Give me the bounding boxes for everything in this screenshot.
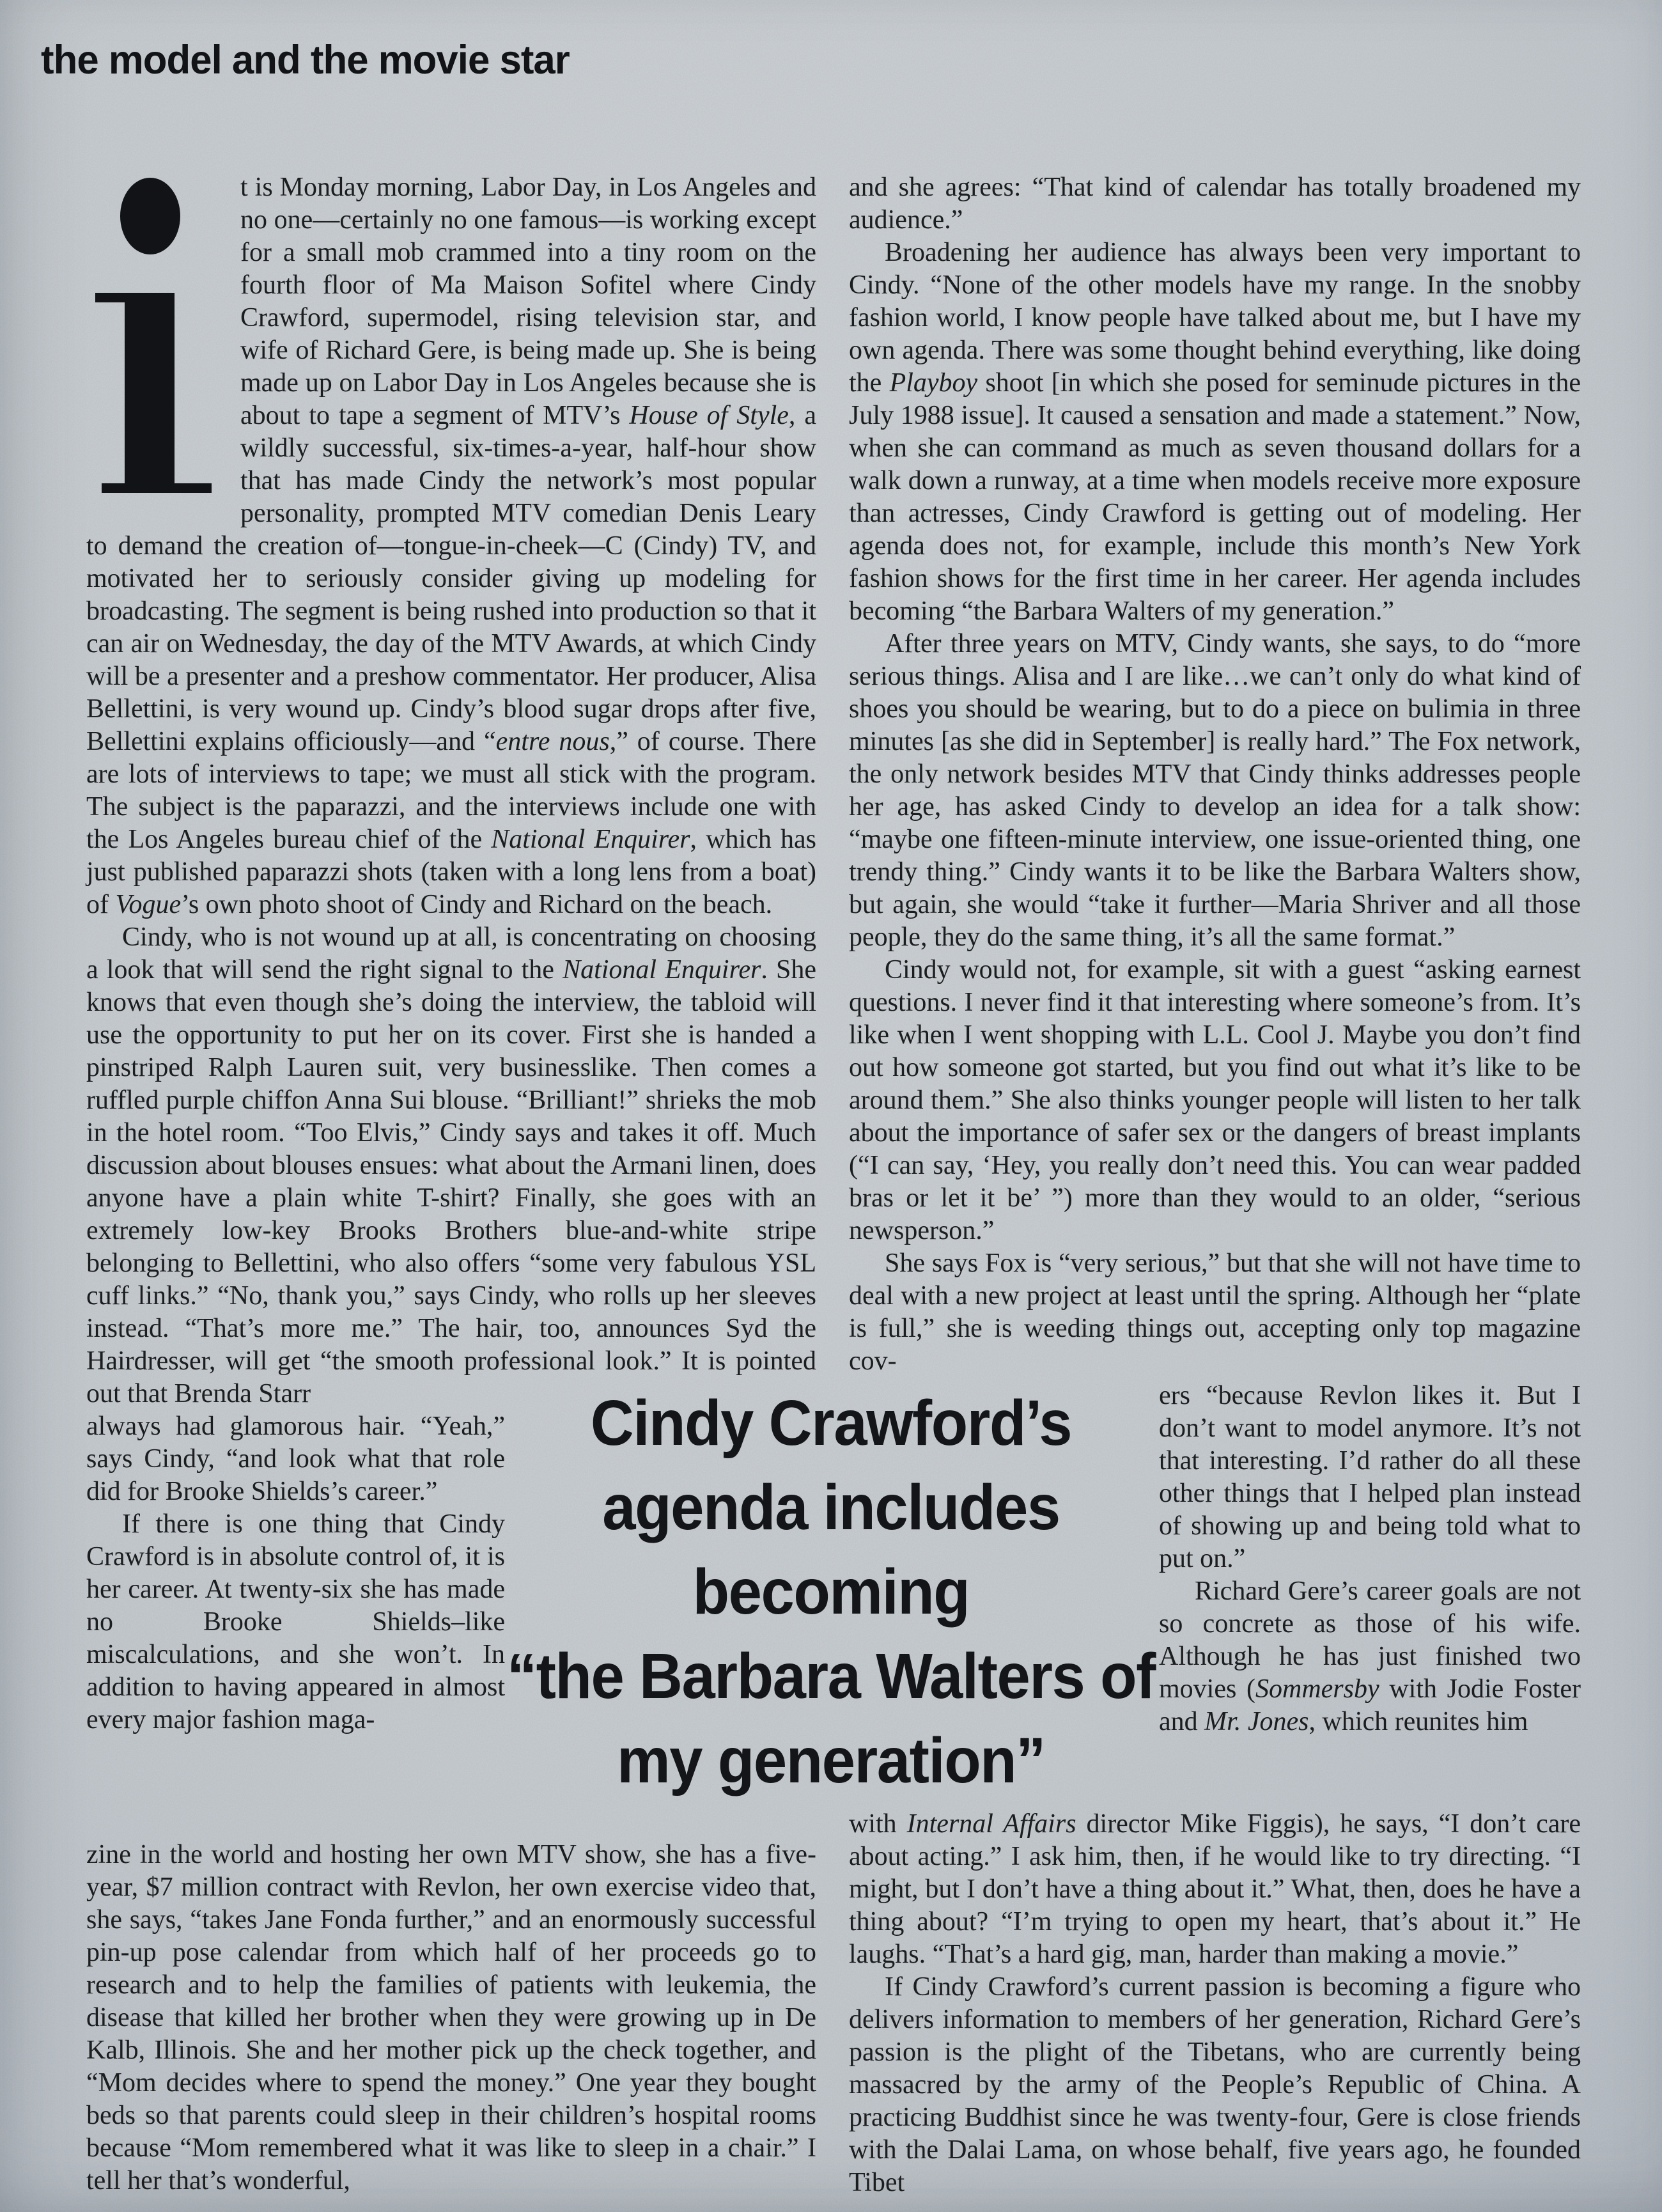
paragraph: Cindy, who is not wound up at all, is concentrating on choosing a look that will send the right signal to the National Enquirer. She knows that even though she’s doing the interview, the tabloid will use the opportunity to put her on its cover. First she is handed a pinstriped Ralph Lauren suit, very businesslike. Then comes a ruffled purple chiffon Anna Sui blouse. “Brilliant!” shrieks the mob in the hotel room. “Too Elvis,” Cindy says and takes it off. Much discussion about blouses ensues: what about the Armani linen, does anyone have a plain white T-shirt? Finally, she goes with an extremely low-key Brooks Brothers blue-and-white stripe belonging to Bellettini, who also offers “some very fabulous YSL cuff links.” “No, thank you,” says Cindy, who rolls up her sleeves instead. “That’s more me.” The hair, too, announces Syd the Hairdresser, will get “the smooth professional look.” It is pointed out that Brenda Starr xyxy=(86,923,817,1408)
drop-cap-i xyxy=(86,174,224,501)
paragraph: Richard Gere’s career goals are not so concrete as those of his wife. Although he has just finished two movies (Sommersby with Jodie Foster and Mr. Jones, which reunites him xyxy=(1159,1577,1581,1736)
paragraph: and she agrees: “That kind of calendar has totally broadened my audience.” xyxy=(849,173,1581,235)
left-bottom-block xyxy=(86,1839,816,2197)
paragraph: zine in the world and hosting her own MTV show, she has a five-year, $7 million contract with Revlon, her own exercise video that, she says, “takes Jane Fonda further,” and an enormously successful pin-up pose calendar from which half of her proceeds go to research and to help the families of patients with leukemia, the disease that killed her brother when they were growing up in De Kalb, Illinois. She and her mother pick up the check together, and “Mom decides where to spend the money.” One year they bought beds so that parents could sleep in their children’s hospital rooms because “Mom remembered what it was like to sleep in a chair.” I tell her that’s wonderful, xyxy=(86,1840,816,2195)
right-column xyxy=(849,171,1581,2199)
paragraph: Cindy would not, for example, sit with a guest “asking earnest questions. I never find it that interesting where someone’s from. It’s like when I went shopping with L.L. Cool J. Maybe you don’t find out how someone got started, but you find out what it’s like to be around them.” She also thinks younger people will listen to her talk about the importance of safer sex or the dangers of breast implants (“I can say, ‘Hey, you really don’t need this. You can wear padded bras or let it be’ ”) more than they would to an older, “serious newsperson.” xyxy=(849,955,1581,1245)
paragraph: She says Fox is “very serious,” but that she will not have time to deal with a new project at least until the spring. Although her “plate is full,” she is weeding things out, accepting only top magazine cov- xyxy=(849,1249,1581,1376)
right-top-block xyxy=(849,171,1581,1380)
right-bottom-block xyxy=(849,1808,1581,2199)
paragraph: t is Monday morning, Labor Day, in Los Angeles and no one—certainly no one famous—is working except for a small mob crammed into a tiny room on the fourth floor of Ma Maison Sofitel where Cindy Crawford, supermodel, rising television star, and wife of Richard Gere, is being made up. She is being made up on Labor Day in Los Angeles because she is about to tape a segment of MTV’s House of Style, a wildly successful, six-times-a-year, half-hour show that has made Cindy the network’s most popular personality, prompted MTV comedian Denis Leary to demand the creation of—tongue-in-cheek—C (Cindy) TV, and motivated her to seriously consider giving up modeling for broadcasting. The segment is being rushed into production so that it can air on Wednesday, the day of the MTV Awards, at which Cindy will be a presenter and a preshow commentator. Her producer, Alisa Bellettini, is very wound up. Cindy’s blood sugar drops after five, Bellettini explains officiously—and “entre nous,” of course. There are lots of interviews to tape; we must all stick with the program. The subject is the paparazzi, and the interviews include one with the Los Angeles bureau chief of the National Enquirer, which has just published paparazzi shots (taken with a long lens from a boat) of Vogue’s own photo shoot of Cindy and Richard on the beach. xyxy=(86,173,816,919)
left-column xyxy=(86,171,816,2197)
paragraph: After three years on MTV, Cindy wants, she says, to do “more serious things. Alisa and I are like…we can’t only do what kind of shoes you should be wearing, but to do a piece on bulimia in three minutes [as she did in September] is really hard.” The Fox network, the only network besides MTV that Cindy thinks addresses people her age, has asked Cindy to develop an idea for a talk show: “maybe one fifteen-minute interview, one issue-oriented thing, one trendy thing.” Cindy wants it to be like the Barbara Walters show, but again, she would “take it further—Maria Shriver and all those people, they do the same thing, it’s all the same format.” xyxy=(849,629,1581,952)
paragraph: If there is one thing that Cindy Crawford is in absolute control of, it is her career. At twenty-six she has made no Brooke Shields–like miscalculations, and she won’t. In addition to having appeared in almost every major fashion maga- xyxy=(86,1509,505,1734)
paragraph: always had glamorous hair. “Yeah,” says Cindy, “and look what that role did for Brooke Shields’s career.” xyxy=(86,1412,505,1506)
left-intro-block xyxy=(86,171,816,1410)
paragraph: If Cindy Crawford’s current passion is becoming a figure who delivers information to members of her generation, Richard Gere’s passion is the plight of the Tibetans, who are currently being massacred by the army of the People’s Republic of China. A practicing Buddhist since he was twenty-four, Gere is close friends with the Dalai Lama, on whose behalf, five years ago, he founded Tibet xyxy=(849,1972,1581,2197)
paragraph: ers “because Revlon likes it. But I don’t want to model anymore. It’s not that interesting. I’d rather do all these other things that I helped plan instead of showing up and being told what to put on.” xyxy=(1159,1381,1581,1573)
paragraph: Broadening her audience has always been very important to Cindy. “None of the other models have my range. In the snobby fashion world, I know people have talked about me, but I have my own agenda. There was some thought behind everything, like doing the Playboy shoot [in which she posed for seminude pictures in the July 1988 issue]. It caused a sensation and made a statement.” Now, when she can command as much as seven thousand dollars for a walk down a runway, at a time when models receive more exposure than actresses, Cindy Crawford is getting out of modeling. Her agenda does not, for example, include this month’s New York fashion shows for the first time in her career. Her agenda includes becoming “the Barbara Walters of my generation.” xyxy=(849,238,1581,626)
pull-quote-text: Cindy Crawford’s agenda includes becoming “the Barbara Walters of my generation” xyxy=(506,1387,1155,1796)
page-title: the model and the movie star xyxy=(41,38,570,82)
drop-cap-i-glyph xyxy=(86,174,224,501)
pull-quote xyxy=(320,1381,1342,1803)
paragraph: with Internal Affairs director Mike Figgis), he says, “I don’t care about acting.” I ask him, then, if he would like to try directing. “I might, but I don’t have a thing about it.” What, then, does he have a thing about? “I’m trying to open my heart, that’s about it.” He laughs. “That’s a hard gig, man, harder than making a movie.” xyxy=(849,1809,1581,1969)
